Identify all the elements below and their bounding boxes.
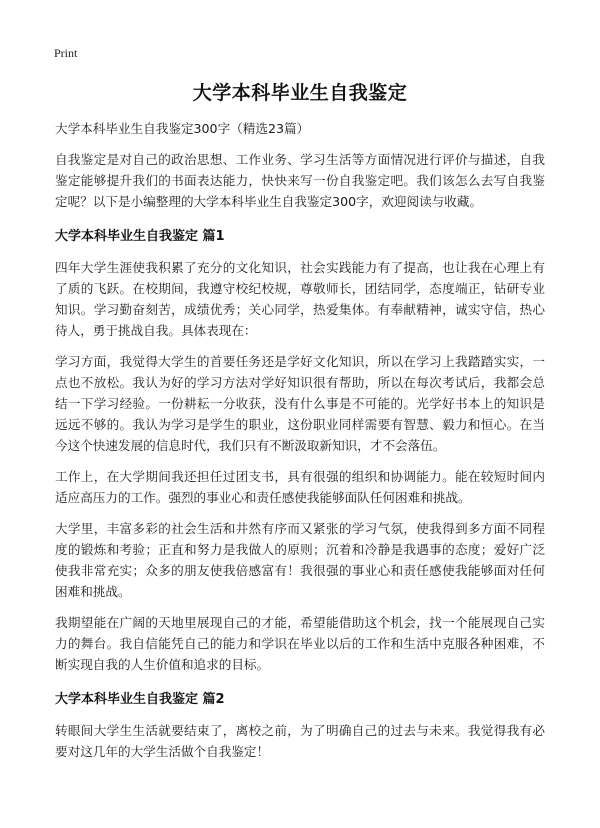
paragraph: 我期望能在广阔的天地里展现自己的才能，希望能借助这个机会，找一个能展现自己实力的舞台。我自信能凭自己的能力和学识在毕业以后的工作和生活中克服各种困难，不断实现自我的人生价值和追求的目标。 [55,615,545,672]
intro-paragraph: 自我鉴定是对自己的政治思想、工作业务、学习生活等方面情况进行评价与描述，自我鉴定能够提升我们的书面表达能力，快快来写一份自我鉴定吧。我们该怎么去写自我鉴定呢？以下是小编整理的大学本科毕业生自我鉴定300字，欢迎阅读与收藏。 [55,152,545,209]
section-heading-2: 大学本科毕业生自我鉴定 篇2 [55,692,225,707]
section-heading-1: 大学本科毕业生自我鉴定 篇1 [55,229,225,244]
paragraph: 转眼间大学生生活就要结束了，离校之前，为了明确自己的过去与未来。我觉得我有必要对这几年的大学生活做个自我鉴定！ [55,723,545,759]
paragraph: 学习方面，我觉得大学生的首要任务还是学好文化知识，所以在学习上我踏踏实实，一点也不放松。我认为好的学习方法对学好知识很有帮助，所以在每次考试后，我都会总结一下学习经验。一份耕耘一分收获，没有什么事是不可能的。光学好书本上的知识是远远不够的。我认为学习是学生的职业，这份职业同样需要有智慧、毅力和恒心。在当今这个快速发展的信息时代，我们只有不断汲取新知识，才不会落伍。 [55,354,545,453]
page-title: 大学本科毕业生自我鉴定 [192,82,408,104]
paragraph: 大学里，丰富多彩的社会生活和井然有序而又紧张的学习气氛，使我得到多方面不同程度的锻炼和考验；正直和努力是我做人的原则；沉着和冷静是我遇事的态度；爱好广泛使我非常充实；众多的朋友使我倍感富有！我很强的事业心和责任感使我能够面对任何困难和挑战。 [55,521,545,599]
print-link[interactable]: Print [54,46,78,60]
article-subtitle: 大学本科毕业生自我鉴定300字（精选23篇） [55,121,310,136]
paragraph: 四年大学生涯使我积累了充分的文化知识，社会实践能力有了提高，也让我在心理上有了质的飞跃。在校期间，我遵守校纪校规，尊敬师长，团结同学，态度端正，钻研专业知识。学习勤奋刻苦，成绩优秀；关心同学，热爱集体。有奉献精神，诚实守信，热心待人，勇于挑战自我。具体表现在： [55,260,545,338]
article-body [55,118,545,772]
paragraph: 工作上，在大学期间我还担任过团支书，具有很强的组织和协调能力。能在较短时间内适应高压力的工作。强烈的事业心和责任感使我能够面队任何困难和挑战。 [55,469,545,505]
